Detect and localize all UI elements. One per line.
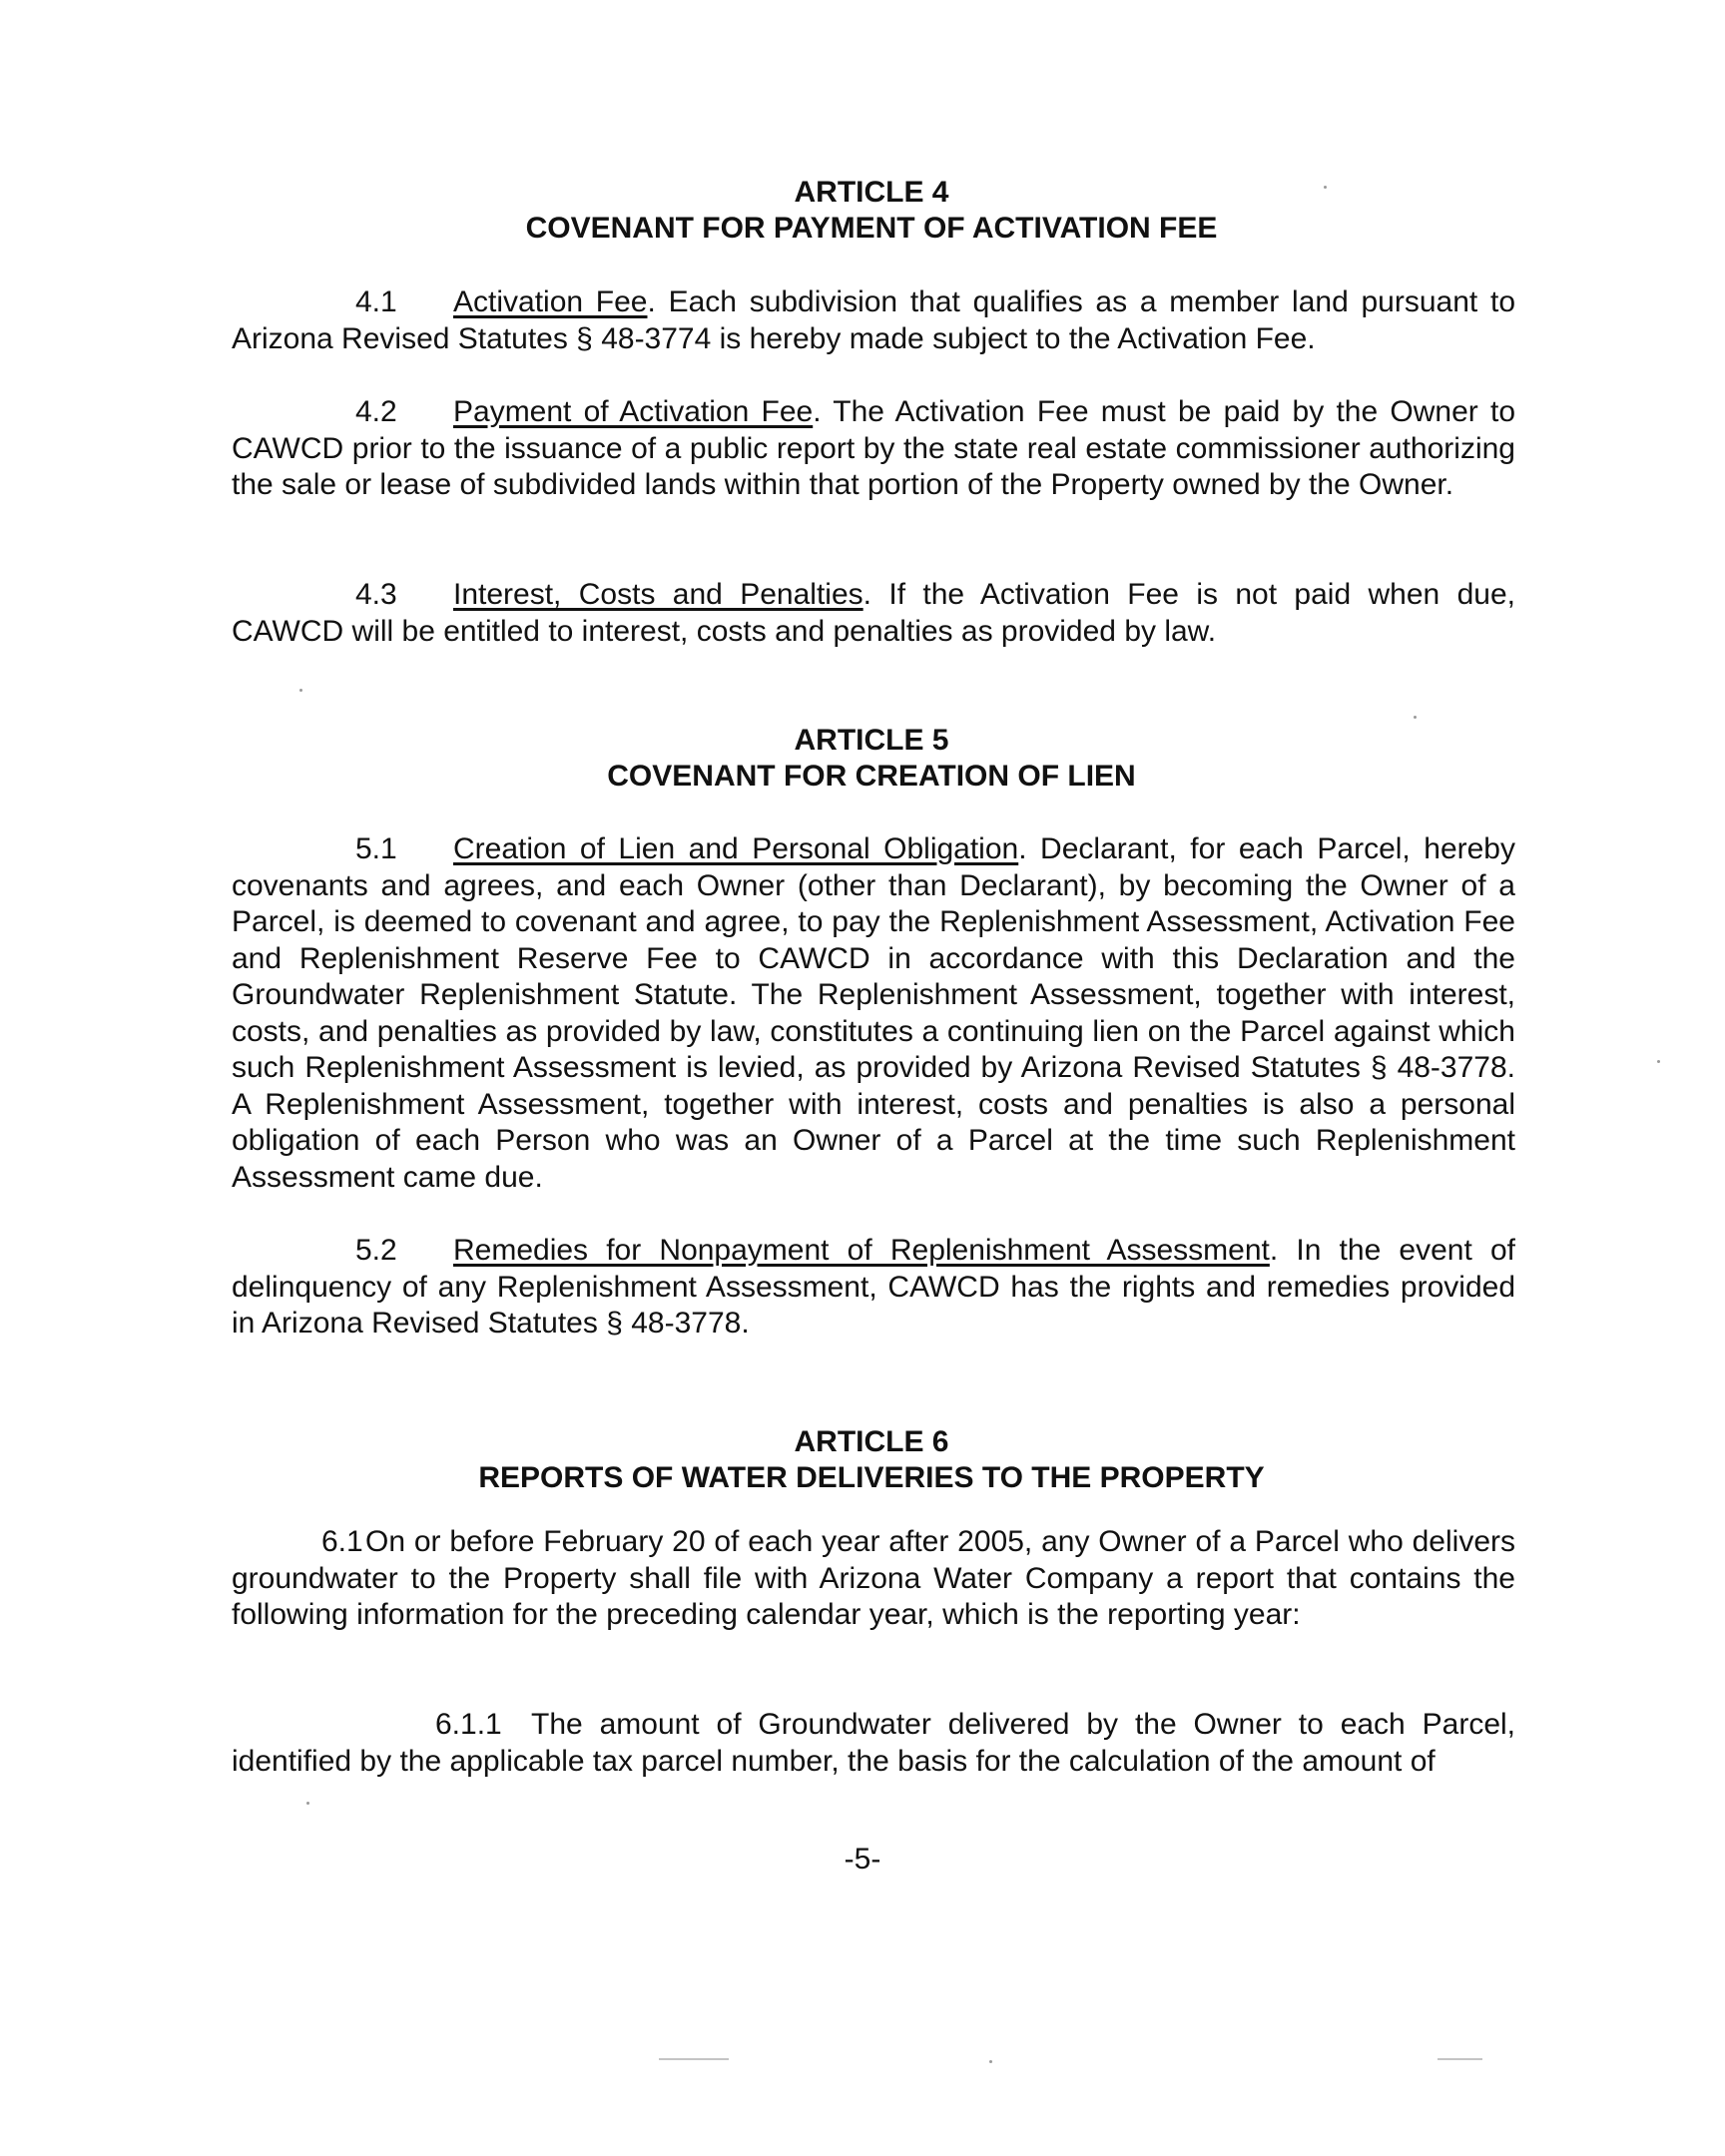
section-5-1-text: . Declarant, for each Parcel, hereby covenants and agrees, and each Owner (other than Declarant), by becoming the Owner of a Parcel, is deemed to covenant and agree, to pay the Replenishment Assessment, Activation Fee and Replenishment Reserve Fee to CAWCD in accordance with this Declaration and the Groundwater Replenishment Statute. The Replenishment Assessment, together with interest, costs, and penalties as provided by law, constitutes a continuing lien on the Parcel against which such Replenishment Assessment is levied, as provided by Arizona Revised Statutes § 48-3778. A Replenishment Assessment, together with interest, costs and penalties is also a personal obligation of each Person who was an Owner of a Parcel at the time such Replenishment Assessment came due. [232, 832, 1515, 1194]
page-number: -5- [844, 1843, 881, 1876]
section-5-2-number: 5.2 [355, 1234, 397, 1267]
section-4-3-text: . If the Activation Fee is not paid when due, CAWCD will be entitled to interest, costs and penalties as provided by law. [232, 578, 1515, 648]
article-4-heading [228, 175, 1515, 247]
section-4-3-number: 4.3 [355, 578, 397, 611]
article-6-title: REPORTS OF WATER DELIVERIES TO THE PROPERTY [478, 1461, 1265, 1494]
section-6-1-1 [232, 1707, 1515, 1780]
scan-speck [1438, 2058, 1482, 2060]
scan-speck [1324, 186, 1327, 189]
section-6-1-1-number: 6.1.1 [435, 1708, 502, 1741]
section-4-2 [232, 394, 1515, 504]
scan-speck [1657, 1060, 1660, 1063]
scan-speck [989, 2060, 992, 2063]
section-6-1-number: 6.1 [321, 1525, 363, 1558]
section-4-2-number: 4.2 [355, 395, 397, 428]
section-4-3 [232, 577, 1515, 650]
section-5-2 [232, 1233, 1515, 1343]
scan-speck [659, 2058, 729, 2060]
article-6-heading [228, 1424, 1515, 1496]
section-5-1 [232, 831, 1515, 1196]
scan-speck [299, 689, 302, 692]
section-4-2-text: . The Activation Fee must be paid by the Owner to CAWCD prior to the issuance of a public report by the state real estate commissioner authorizing the sale or lease of subdivided lands within that portion of the Property owned by the Owner. [232, 395, 1516, 501]
scan-speck [306, 1802, 309, 1805]
section-4-1-text: . Each subdivision that qualifies as a member land pursuant to Arizona Revised Statutes § 48-3774 is hereby made subject to the Activation Fee. [232, 285, 1516, 355]
section-4-1 [232, 284, 1515, 357]
section-6-1-text: On or before February 20 of each year after 2005, any Owner of a Parcel who delivers groundwater to the Property shall file with Arizona Water Company a report that contains the following information for the preceding calendar year, which is the reporting year: [232, 1525, 1515, 1631]
article-6-number: ARTICLE 6 [794, 1425, 949, 1458]
article-4-number: ARTICLE 4 [794, 176, 949, 209]
article-4-title: COVENANT FOR PAYMENT OF ACTIVATION FEE [525, 212, 1218, 245]
article-5-heading [228, 723, 1515, 795]
section-4-2-heading: Payment of Activation Fee [453, 395, 814, 428]
section-4-3-heading: Interest, Costs and Penalties [453, 578, 863, 611]
section-4-1-heading: Activation Fee [453, 285, 648, 318]
section-6-1-1-text: The amount of Groundwater delivered by the Owner to each Parcel, identified by the applicable tax parcel number, the basis for the calculation of the amount of [232, 1708, 1515, 1778]
article-5-number: ARTICLE 5 [794, 724, 949, 757]
section-5-2-heading: Remedies for Nonpayment of Replenishment Assessment [453, 1234, 1270, 1267]
section-6-1 [232, 1524, 1515, 1634]
section-4-1-number: 4.1 [355, 285, 397, 318]
section-5-2-text: . In the event of delinquency of any Replenishment Assessment, CAWCD has the rights and remedies provided in Arizona Revised Statutes § 48-3778. [232, 1234, 1515, 1340]
scan-speck [1414, 716, 1417, 719]
section-5-1-number: 5.1 [355, 832, 397, 865]
section-5-1-heading: Creation of Lien and Personal Obligation [453, 832, 1019, 865]
article-5-title: COVENANT FOR CREATION OF LIEN [607, 760, 1136, 793]
